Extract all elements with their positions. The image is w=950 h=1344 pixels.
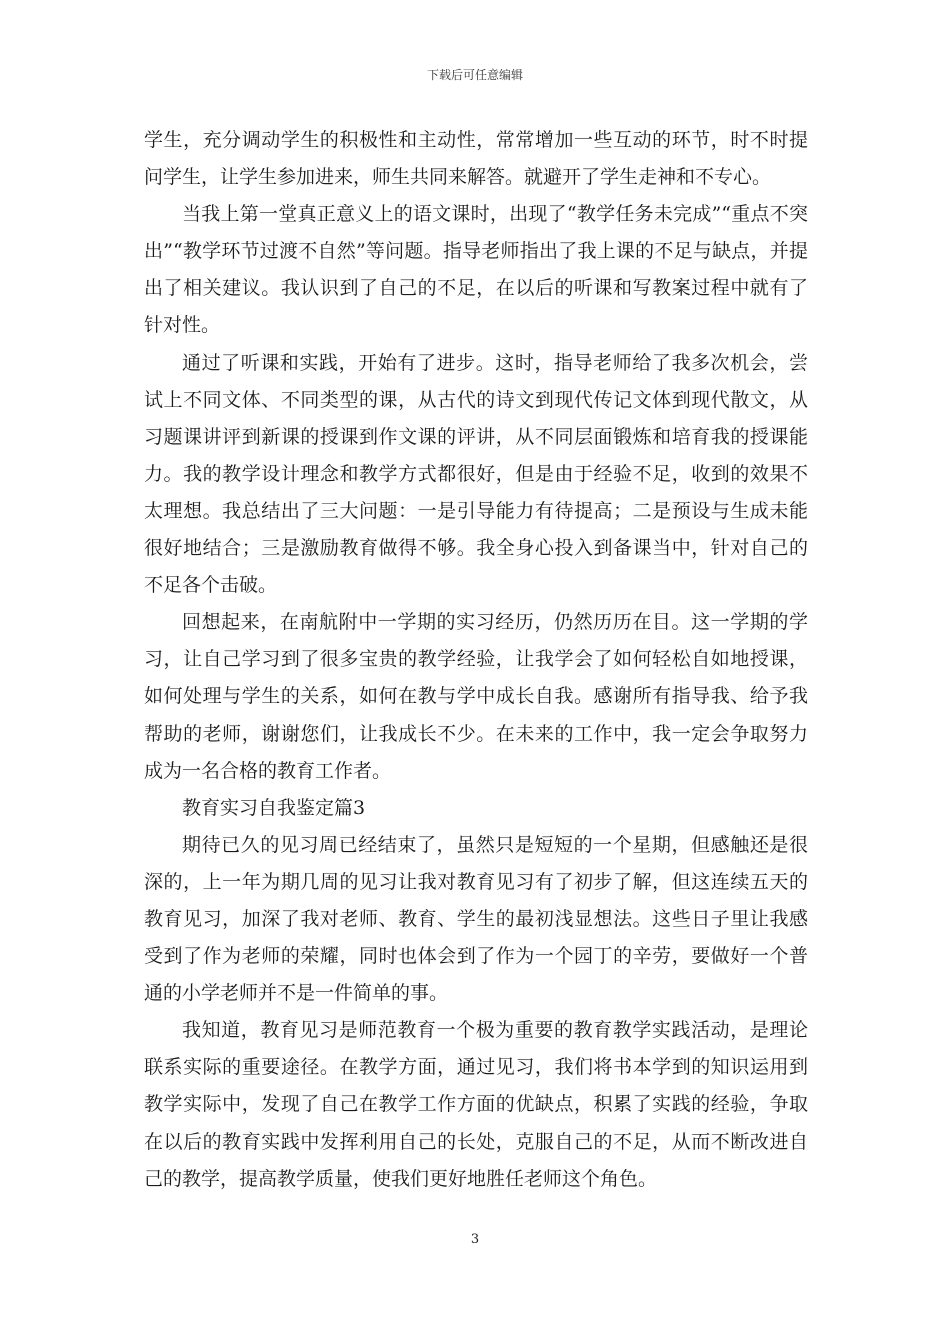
- document-body: [144, 122, 808, 1198]
- paragraph-continued: 学生，充分调动学生的积极性和主动性，常常增加一些互动的环节，时不时提问学生，让学生参加进来，师生共同来解答。就避开了学生走神和不专心。: [144, 129, 808, 189]
- paragraph: 期待已久的见习周已经结束了，虽然只是短短的一个星期，但感触还是很深的，上一年为期几周的见习让我对教育见习有了初步了解，但这连续五天的教育见习，加深了我对老师、教育、学生的最初浅显想法。这些日子里让我感受到了作为老师的荣耀，同时也体会到了作为一个园丁的辛劳，要做好一个普通的小学老师并不是一件简单的事。: [144, 833, 808, 1005]
- page-header: 下载后可任意编辑: [426, 68, 523, 82]
- paragraph: 当我上第一堂真正意义上的语文课时，出现了“教学任务未完成”“重点不突出”“教学环节过渡不自然”等问题。指导老师指出了我上课的不足与缺点，并提出了相关建议。我认识到了自己的不足，在以后的听课和写教案过程中就有了针对性。: [144, 203, 808, 337]
- section-heading: 教育实习自我鉴定篇3: [182, 796, 366, 819]
- paragraph: 回想起来，在南航附中一学期的实习经历，仍然历历在目。这一学期的学习，让自己学习到了很多宝贵的教学经验，让我学会了如何轻松自如地授课，如何处理与学生的关系，如何在教与学中成长自我。感谢所有指导我、给予我帮助的老师，谢谢您们，让我成长不少。在未来的工作中，我一定会争取努力成为一名合格的教育工作者。: [144, 611, 808, 782]
- page-number: 3: [470, 1232, 480, 1247]
- paragraph: 通过了听课和实践，开始有了进步。这时，指导老师给了我多次机会，尝试上不同文体、不同类型的课，从古代的诗文到现代传记文体到现代散文，从习题课讲评到新课的授课到作文课的评讲，从不同层面锻炼和培育我的授课能力。我的教学设计理念和教学方式都很好，但是由于经验不足，收到的效果不太理想。我总结出了三大问题：一是引导能力有待提高；二是预设与生成未能很好地结合；三是激励教育做得不够。我全身心投入到备课当中，针对自己的不足各个击破。: [144, 351, 808, 597]
- paragraph: 我知道，教育见习是师范教育一个极为重要的教育教学实践活动，是理论联系实际的重要途径。在教学方面，通过见习，我们将书本学到的知识运用到教学实际中，发现了自己在教学工作方面的优缺点，积累了实践的经验，争取在以后的教育实践中发挥利用自己的长处，克服自己的不足，从而不断改进自己的教学，提高教学质量，使我们更好地胜任老师这个角色。: [144, 1019, 808, 1190]
